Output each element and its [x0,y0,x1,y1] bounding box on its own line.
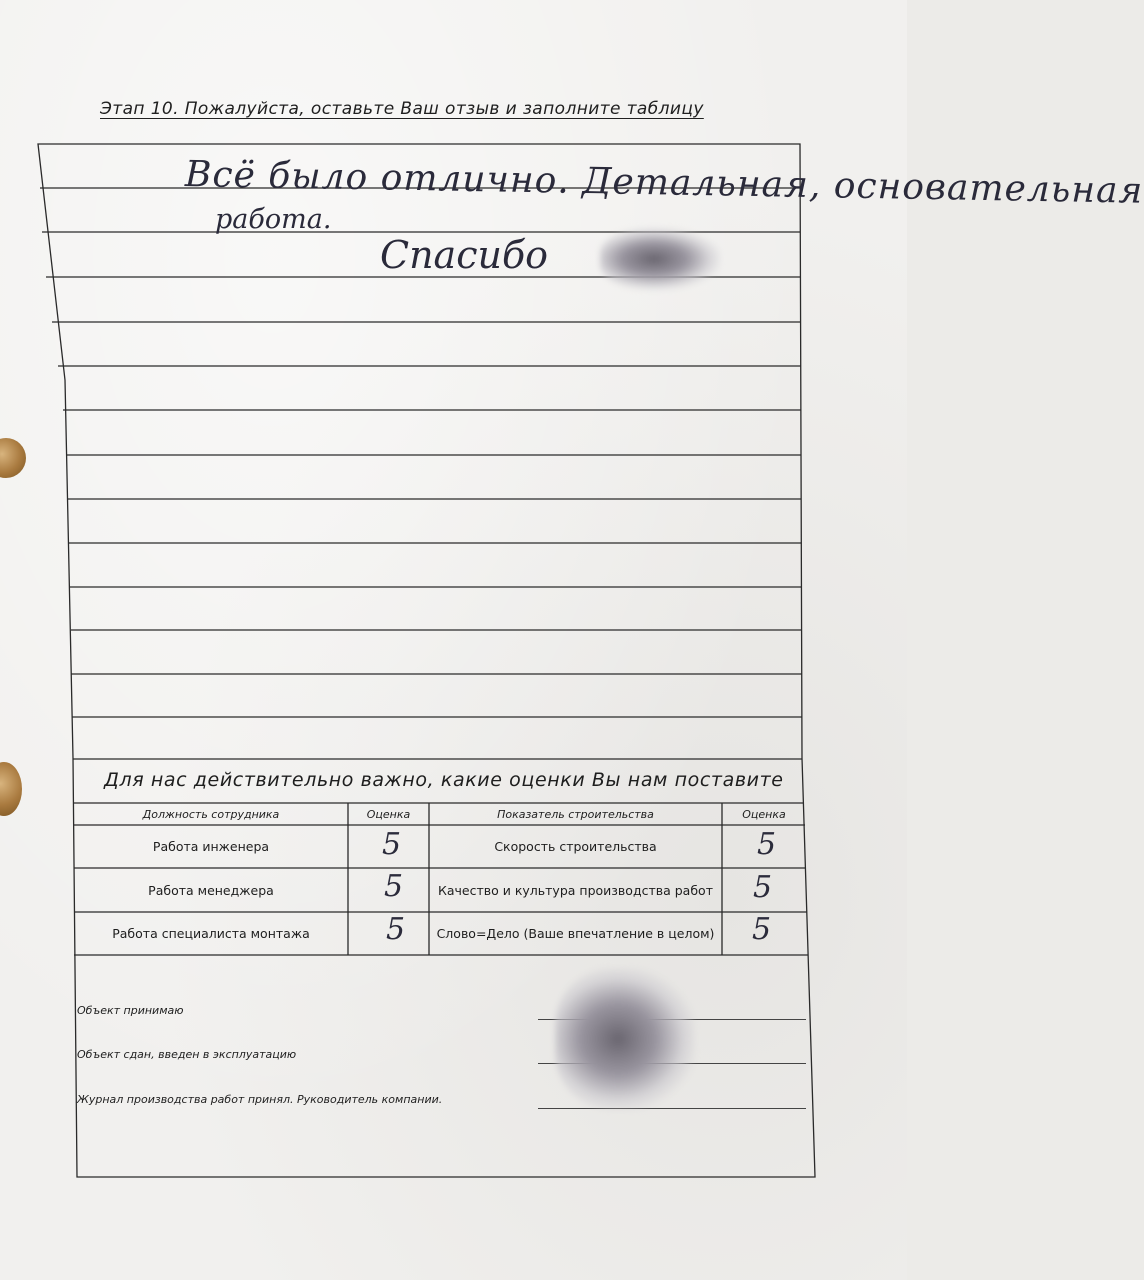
row-3-position: Работа специалиста монтажа [112,926,310,942]
row-2-score-right: 5 [753,870,773,905]
handwritten-thanks: Спасибо [380,233,549,277]
row-2-indicator: Качество и культура производства работ [438,882,713,898]
row-2-score-left: 5 [384,869,404,904]
signature-line-3 [538,1108,806,1109]
sign-journal-label: Журнал производства работ принял. Руководитель компании. [77,1093,443,1106]
rating-heading: Для нас действительно важно, какие оценки Вы нам поставите [104,769,784,791]
redacted-signature-bottom [555,968,695,1110]
row-1-score-right: 5 [757,827,777,862]
header-indicator: Показатель строительства [497,807,654,821]
row-2-position: Работа менеджера [148,882,274,898]
row-3-indicator: Слово=Дело (Ваше впечатление в целом) [436,926,715,942]
header-position: Должность сотрудника [142,807,280,821]
handwritten-feedback-line-2: работа. [215,204,332,235]
handwritten-feedback-line-1: Всё было отлично. Детальная, основательная [184,154,1144,212]
sign-handed-over-label: Объект сдан, введен в эксплуатацию [77,1048,297,1061]
stage-title: Этап 10. Пожалуйста, оставьте Ваш отзыв и заполните таблицу [100,99,704,119]
header-score-right: Оценка [742,807,786,821]
row-3-score-left: 5 [386,912,406,947]
row-1-position: Работа инженера [152,839,270,855]
sign-accept-label: Объект принимаю [77,1004,184,1017]
row-1-score-left: 5 [382,827,402,862]
row-1-indicator: Скорость строительства [494,839,657,855]
header-score-left: Оценка [366,807,411,821]
redacted-signature-top [600,228,720,290]
row-3-score-right: 5 [752,912,772,947]
